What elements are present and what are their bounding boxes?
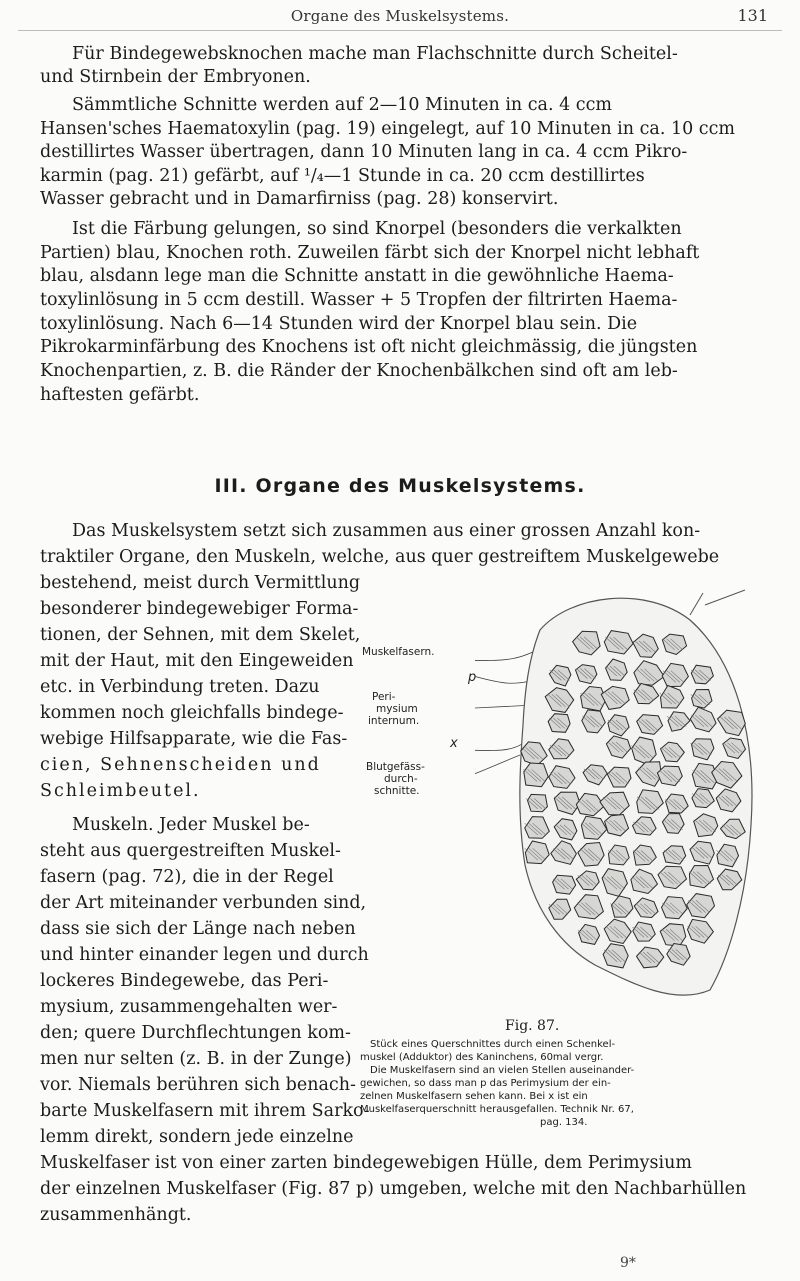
text-line: und hinter einander legen und durch: [40, 945, 369, 965]
text-line: Ist die Färbung gelungen, so sind Knorpel (besonders die verkalkten: [72, 219, 682, 239]
text-line: karmin (pag. 21) gefärbt, auf ¹/₄—1 Stunde in ca. 20 ccm destillirtes: [40, 166, 645, 186]
text-line: vor. Niemals berühren sich benach-: [40, 1075, 356, 1095]
page-number: 131: [737, 6, 768, 25]
text-line: barte Muskelfasern mit ihrem Sarko-: [40, 1101, 370, 1121]
text-line: toxylinlösung. Nach 6—14 Stunden wird der Knorpel blau sein. Die: [40, 314, 638, 334]
text-line: etc. in Verbindung treten. Dazu: [40, 677, 320, 697]
text-line: steht aus quergestreiften Muskel-: [40, 841, 341, 861]
text-line: mit der Haut, mit den Eingeweiden: [40, 651, 354, 671]
text-line: Sämmtliche Schnitte werden auf 2—10 Minuten in ca. 4 ccm: [72, 95, 613, 115]
running-header: Organe des Muskelsystems.: [290, 7, 510, 25]
text-line: der Art miteinander verbunden sind,: [40, 893, 367, 913]
text-line: Knochenpartien, z. B. die Ränder der Knochenbälkchen sind oft am leb-: [40, 361, 678, 381]
figure-caption-line: Muskelfaserquerschnitt herausgefallen. Technik Nr. 67,: [360, 1104, 634, 1115]
figure-label-perimysium-1: Peri-: [372, 691, 396, 703]
figure-caption-line: muskel (Adduktor) des Kaninchens, 60mal vergr.: [360, 1052, 604, 1063]
text-line: men nur selten (z. B. in der Zunge): [40, 1049, 352, 1069]
text-line: lemm direkt, sondern jede einzelne: [40, 1127, 354, 1147]
figure-label-p: p: [468, 670, 477, 685]
figure-label-perimysium-2: mysium: [376, 703, 418, 715]
figure-caption-line: Stück eines Querschnittes durch einen Schenkel-: [370, 1039, 616, 1050]
text-line: der einzelnen Muskelfaser (Fig. 87 p) umgeben, welche mit den Nachbarhüllen: [40, 1179, 747, 1199]
text-line: Partien) blau, Knochen roth. Zuweilen färbt sich der Knorpel nicht lebhaft: [40, 243, 700, 263]
text-line: Hansen'sches Haematoxylin (pag. 19) eingelegt, auf 10 Minuten in ca. 10 ccm: [40, 119, 735, 139]
figure-caption-line: Die Muskelfasern sind an vielen Stellen auseinander-: [370, 1065, 635, 1076]
muscle-cross-section-illustration: [475, 565, 765, 1015]
text-line: Pikrokarminfärbung des Knochens ist oft nicht gleichmässig, die jüngsten: [40, 337, 698, 357]
figure-caption-line: zelnen Muskelfasern sehen kann. Bei x ist ein: [360, 1091, 588, 1102]
text-line: Wasser gebracht und in Damarfirniss (pag. 28) konservirt.: [40, 189, 559, 209]
text-line: Das Muskelsystem setzt sich zusammen aus einer grossen Anzahl kon-: [72, 521, 701, 541]
text-line: fasern (pag. 72), die in der Regel: [40, 867, 334, 887]
text-line: Muskelfaser ist von einer zarten bindegewebigen Hülle, dem Perimysium: [40, 1153, 692, 1173]
figure-label-muskelfasern: Muskelfasern.: [362, 646, 435, 658]
signature-mark: 9*: [620, 1255, 636, 1271]
text-line: haftesten gefärbt.: [40, 385, 200, 405]
text-line: traktiler Organe, den Muskeln, welche, aus quer gestreiftem Muskelgewebe: [40, 547, 720, 567]
text-line: bestehend, meist durch Vermittlung: [40, 573, 361, 593]
text-line: tionen, der Sehnen, mit dem Skelet,: [40, 625, 361, 645]
text-line: Schleimbeutel.: [40, 781, 201, 801]
header-rule: [18, 30, 782, 31]
text-line: cien, Sehnenscheiden und: [40, 755, 321, 775]
figure-label-perimysium-3: internum.: [368, 715, 420, 727]
text-line: mysium, zusammengehalten wer-: [40, 997, 338, 1017]
text-line: destillirtes Wasser übertragen, dann 10 Minuten lang in ca. 4 ccm Pikro-: [40, 142, 688, 162]
text-line: toxylinlösung in 5 ccm destill. Wasser + 5 Tropfen der filtrirten Haema-: [40, 290, 678, 310]
text-line: und Stirnbein der Embryonen.: [40, 67, 311, 87]
figure-label-blutgefaess-1: Blutgefäss-: [366, 761, 425, 773]
text-line: blau, alsdann lege man die Schnitte anstatt in die gewöhnliche Haema-: [40, 266, 674, 286]
text-line: zusammenhängt.: [40, 1205, 192, 1225]
figure-caption-line: gewichen, so dass man p das Perimysium der ein-: [360, 1078, 611, 1089]
muscle-fiber-cell: [528, 794, 548, 811]
text-line: lockeres Bindegewebe, das Peri-: [40, 971, 329, 991]
text-line: den; quere Durchflechtungen kom-: [40, 1023, 351, 1043]
text-line: besonderer bindegewebiger Forma-: [40, 599, 359, 619]
text-line: webige Hilfsapparate, wie die Fas-: [40, 729, 348, 749]
text-line: Für Bindegewebsknochen mache man Flachschnitte durch Scheitel-: [72, 44, 678, 64]
text-line: dass sie sich der Länge nach neben: [40, 919, 356, 939]
figure-label-blutgefaess-2: durch-: [384, 773, 418, 785]
figure-caption-line: pag. 134.: [540, 1117, 588, 1128]
figure-label-blutgefaess-3: schnitte.: [374, 785, 420, 797]
text-line: Muskeln. Jeder Muskel be-: [72, 815, 310, 835]
figure-label-x: x: [450, 736, 458, 751]
text-line: kommen noch gleichfalls bindege-: [40, 703, 344, 723]
figure-number: Fig. 87.: [505, 1018, 560, 1034]
section-heading: III. Organe des Muskelsystems.: [214, 475, 586, 497]
